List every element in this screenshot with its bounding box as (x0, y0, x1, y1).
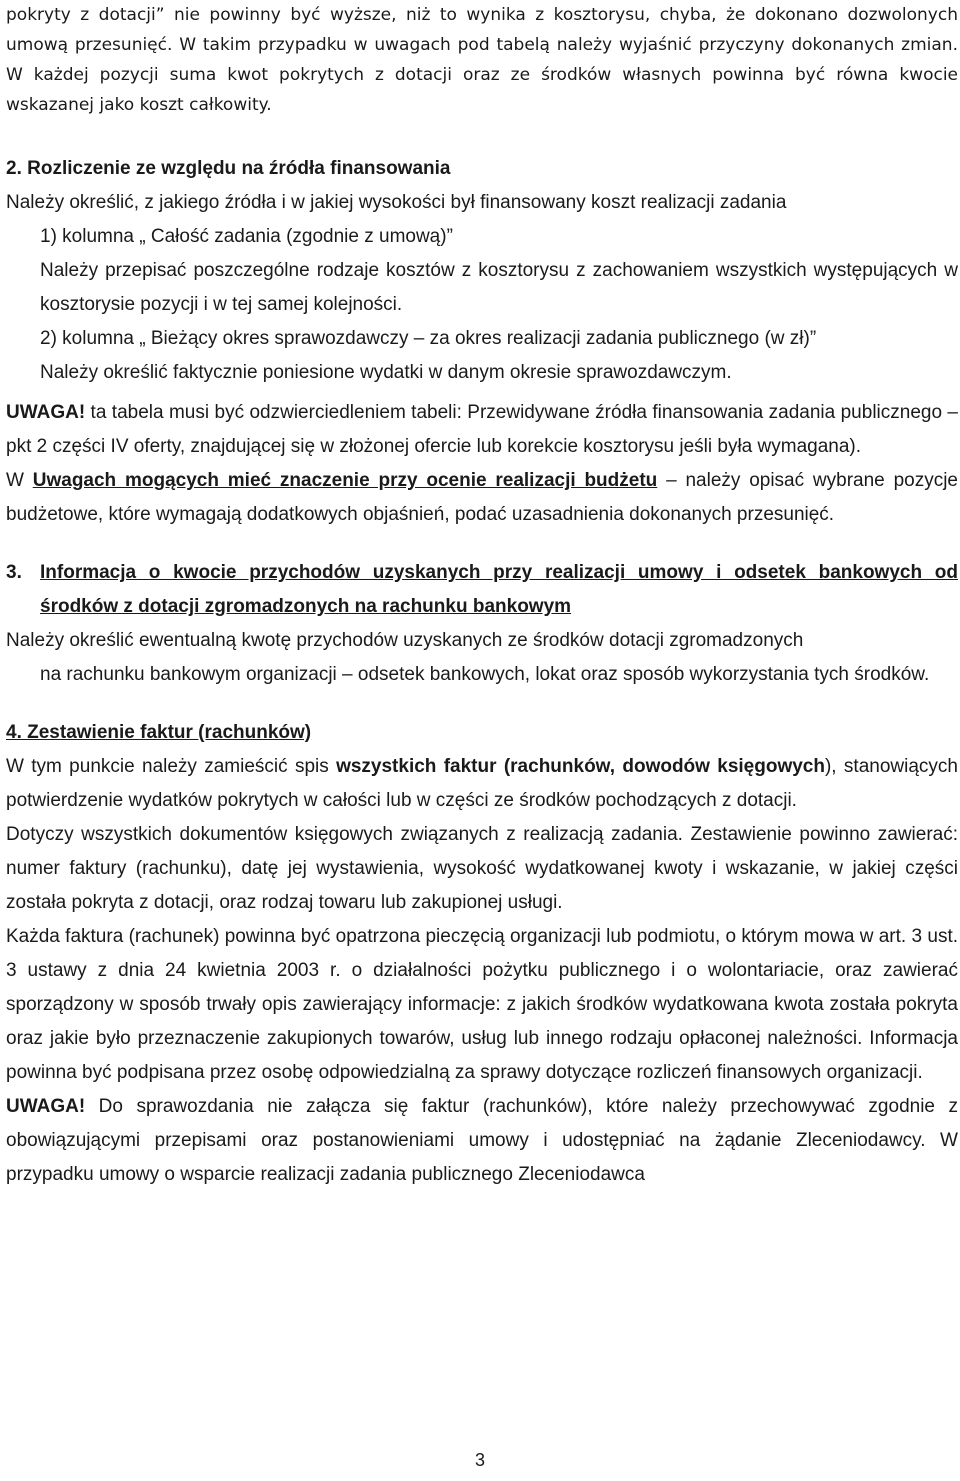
section-2-paragraph: Należy określić, z jakiego źródła i w jakiej wysokości był finansowany koszt realizacji zadania (6, 192, 787, 213)
warning-text: Do sprawozdania nie załącza się faktur (rachunków), które należy przechowywać zgodnie z obowiązującymi przepisami oraz postanowieniami umowy i udostępniać na żądanie Zleceniodawcy. W przypadku umowy o wsparcie realizacji zadania publicznego Zleceniodawca (6, 1096, 958, 1185)
section-3-paragraph-first: Należy określić ewentualną kwotę przychodów uzyskanych ze środków dotacji zgromadzonych (6, 630, 804, 651)
section-4-paragraph-2: Dotyczy wszystkich dokumentów księgowych związanych z realizacją zadania. Zestawienie powinno zawierać: numer faktury (rachunku), datę jej wystawienia, wysokość wydatkowanej kwoty i wskazanie, w jakiej części została pokryta z dotacji, oraz rodzaj towaru lub zakupionej usługi. (6, 824, 958, 913)
section-2-item-2-title: 2) kolumna „ Bieżący okres sprawozdawczy – za okres realizacji zadania publicznego (w zł)” (40, 328, 817, 349)
warning-text: ta tabela musi być odzwierciedleniem tabeli: Przewidywane źródła finansowania zadania publicznego – pkt 2 części IV oferty, znajdującej się w złożonej ofercie lub korekcie kosztorysu jeśli była wymagana). (6, 402, 958, 457)
s4-p1-bold: wszystkich faktur (rachunków, dowodów księgowych (336, 756, 825, 777)
section-4-paragraph-1 (6, 750, 958, 818)
section-2-item-1-body: Należy przepisać poszczególne rodzaje kosztów z kosztorysu z zachowaniem wszystkich występujących w kosztorysie pozycji i w tej samej kolejności. (40, 260, 958, 315)
section-2-remarks (6, 464, 958, 532)
remarks-bold: Uwagach mogących mieć znaczenie przy ocenie realizacji budżetu (32, 470, 658, 491)
section-2-item-2-body: Należy określić faktycznie poniesione wydatki w danym okresie sprawozdawczym. (40, 362, 732, 383)
section-4-paragraph-3: Każda faktura (rachunek) powinna być opatrzona pieczęcią organizacji lub podmiotu, o którym mowa w art. 3 ust. 3 ustawy z dnia 24 kwietnia 2003 r. o działalności pożytku publicznego i o wolontariacie, oraz zawierać sporządzony w sposób trwały opis zawierający informacje: z jakich środków wydatkowana kwota została pokryta oraz jakie było przeznaczenie zakupionych towarów, usług lub innego rodzaju opłaconej należności. Informacja powinna być podpisana przez osobę odpowiedzialną za sprawy dotyczące rozliczeń finansowych organizacji. (6, 926, 958, 1083)
main-content (6, 152, 958, 1192)
remarks-text: – należy opisać wybrane pozycje budżetowe, które wymagają dodatkowych objaśnień, podać uzasadnienia dokonanych przesunięć. (6, 470, 958, 525)
s4-p1-prefix: W tym punkcie należy zamieścić spis (6, 756, 337, 777)
section-4-title: 4. Zestawienie faktur (rachunków) (6, 722, 312, 743)
section-3-paragraph-rest: na rachunku bankowym organizacji – odsetek bankowych, lokat oraz sposób wykorzystania tych środków. (40, 664, 930, 685)
section-3-number: 3. (6, 562, 22, 583)
section-3-title: Informacja o kwocie przychodów uzyskanych przy realizacji umowy i odsetek bankowych od środków z dotacji zgromadzonych na rachunku bankowym (40, 562, 958, 617)
intro-paragraph: pokryty z dotacji” nie powinny być wyższe, niż to wynika z kosztorysu, chyba, że dokonano dozwolonych umową przesunięć. W takim przypadku w uwagach pod tabelą należy wyjaśnić przyczyny dokonanych zmian. W każdej pozycji suma kwot pokrytych z dotacji oraz ze środków własnych powinna być równa kwocie wskazanej jako koszt całkowity. (6, 5, 958, 115)
section-4-warning (6, 1090, 958, 1192)
warning-label: UWAGA! (6, 402, 86, 423)
section-2-warning (6, 396, 958, 464)
section-4-heading (6, 716, 958, 750)
section-3-heading (6, 556, 958, 624)
section-2-heading: 2. Rozliczenie ze względu na źródła finansowania (6, 158, 451, 179)
section-2-item-1-title: 1) kolumna „ Całość zadania (zgodnie z umową)” (40, 226, 453, 247)
s4-p1-suffix: ), stanowiących potwierdzenie wydatków pokrytych w całości lub w części ze środków pochodzących z dotacji. (6, 756, 958, 811)
remarks-prefix: W (6, 470, 33, 491)
page-number: 3 (474, 1450, 485, 1470)
warning-label: UWAGA! (6, 1096, 86, 1117)
